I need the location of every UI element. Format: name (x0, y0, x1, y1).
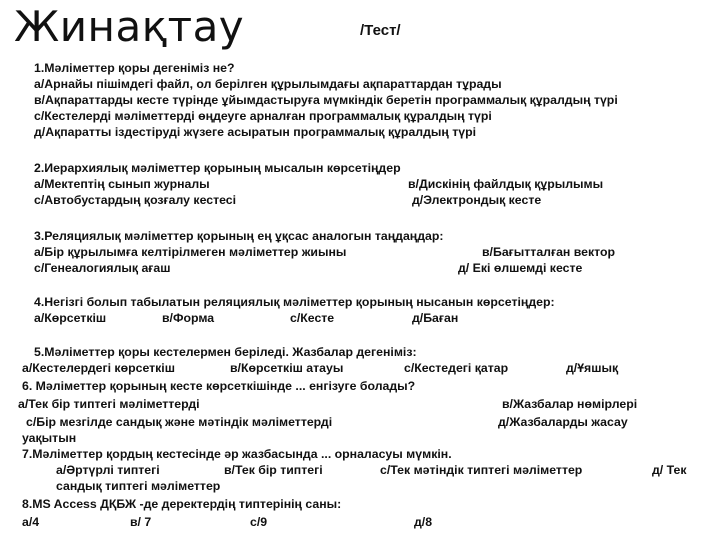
q7-option-c: с/Тек мәтіндік типтегі мәліметтер (380, 463, 583, 477)
q3-option-c: с/Генеалогиялық ағаш (34, 261, 171, 275)
q6-option-d: д/Жазбаларды жасау (498, 415, 628, 429)
q7-option-d: д/ Тек (652, 463, 687, 477)
page-subtitle: /Тест/ (360, 22, 401, 39)
q8-option-d: д/8 (414, 515, 433, 529)
q3-option-b: в/Бағытталған вектор (482, 245, 616, 259)
q6-option-c: с/Бір мезгілде сандық және мәтіндік мәліметтерді (26, 415, 333, 429)
q2-option-d: д/Электрондық кесте (412, 193, 542, 207)
q6-option-b: в/Жазбалар нөмірлері (502, 397, 638, 411)
q1-question: 1.Мәліметтер қоры дегеніміз не? (34, 61, 235, 75)
q2-question: 2.Иерархиялық мәліметтер қорының мысалын көрсетіңдер (34, 161, 401, 175)
q3-question: 3.Реляциялық мәліметтер қорының ең ұқсас аналогын таңдаңдар: (34, 229, 444, 243)
q8-option-c: с/9 (250, 515, 268, 529)
q7-option-a: а/Әртүрлі типтегі (56, 463, 160, 477)
q5-option-d: д/Ұяшық (566, 361, 619, 375)
q7-option-b: в/Тек бір типтегі (224, 463, 323, 477)
q1-option-b: в/Ақпараттарды кесте түрінде ұйымдастыруға мүмкіндік беретін программалық құралдың түрі (34, 93, 618, 107)
q6-option-a: а/Тек бір типтегі мәліметтерді (18, 397, 200, 411)
page-title: Жинақтау (14, 2, 245, 51)
q8-question: 8.MS Access ДҚБЖ -де деректердің типтерінің саны: (22, 497, 342, 511)
q5-option-c: с/Кестедегі қатар (404, 361, 509, 375)
q4-question: 4.Негізгі болып табылатын реляциялық мәліметтер қорының нысанын көрсетіңдер: (34, 295, 555, 309)
q1-option-c: с/Кестелерді мәліметтерді өңдеуге арналған программалық құралдың түрі (34, 109, 492, 123)
q8-option-b: в/ 7 (130, 515, 152, 529)
q4-option-a: а/Көрсеткіш (34, 311, 107, 325)
q2-option-a: а/Мектептің сынып журналы (34, 177, 210, 191)
q7-question: 7.Мәліметтер қордың кестесінде әр жазбасында ... орналасуы мүмкін. (22, 447, 452, 461)
q5-question: 5.Мәліметтер қоры кестелермен беріледі. Жазбалар дегеніміз: (34, 345, 417, 359)
q2-option-b: в/Дискінің файлдық құрылымы (408, 177, 604, 191)
q3-option-d: д/ Екі өлшемді кесте (458, 261, 583, 275)
q6-question: 6. Мәліметтер қорының кесте көрсеткішінде ... енгізуге болады? (22, 379, 416, 393)
q2-option-c: с/Автобустардың қозғалу кестесі (34, 193, 237, 207)
q7-option-d-continued: сандық типтегі мәліметтер (56, 479, 221, 493)
q6-option-d-continued: уақытын (22, 431, 77, 445)
q4-option-d: д/Баған (412, 311, 459, 325)
q1-option-a: а/Арнайы пішімдегі файл, ол берілген құрылымдағы ақпараттардан тұрады (34, 77, 502, 91)
q4-option-c: с/Кесте (290, 311, 335, 325)
q3-option-a: а/Бір құрылымға келтірілмеген мәліметтер жиыны (34, 245, 347, 259)
q8-option-a: а/4 (22, 515, 40, 529)
q4-option-b: в/Форма (162, 311, 215, 325)
q5-option-a: а/Кестелердегі көрсеткіш (22, 361, 175, 375)
q5-option-b: в/Көрсеткіш атауы (230, 361, 344, 375)
q1-option-d: д/Ақпаратты іздестіруді жүзеге асыратын программалық құралдың түрі (34, 125, 477, 139)
